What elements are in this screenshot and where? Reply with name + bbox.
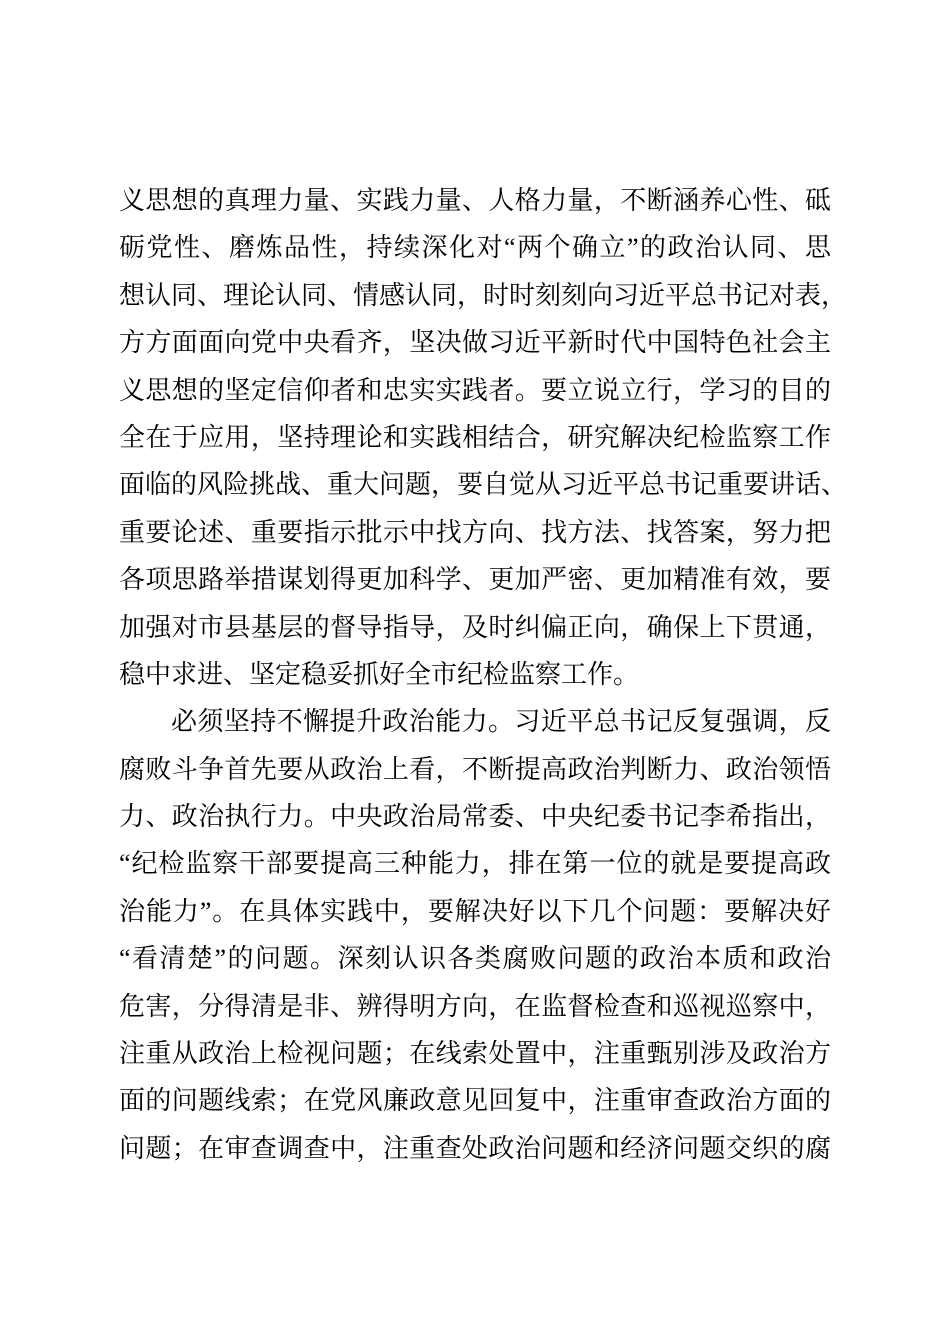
text-line: 义思想的真理力量、实践力量、人格力量，不断涵养心性、砥 [119, 186, 831, 215]
text-line: “纪检监察干部要提高三种能力，排在第一位的就是要提高政 [119, 849, 831, 879]
text-line: 力、政治执行力。中央政治局常委、中央纪委书记李希指出， [119, 802, 831, 832]
text-line: 想认同、理论认同、情感认同，时时刻刻向习近平总书记对表， [119, 280, 848, 310]
text-line: 重要论述、重要指示批示中找方向、找方法、找答案，努力把 [119, 517, 831, 547]
document-text-block [119, 177, 848, 1172]
text-line: 加强对市县基层的督导指导，及时纠偏正向，确保上下贯通， [119, 612, 831, 642]
text-line: 治能力”。在具体实践中，要解决好以下几个问题：要解决好 [119, 896, 831, 926]
text-line: 全在于应用，坚持理论和实践相结合，研究解决纪检监察工作 [119, 422, 831, 452]
text-line: 问题；在审查调查中，注重查处政治问题和经济问题交织的腐 [119, 1133, 831, 1163]
text-line: 危害，分得清是非、辨得明方向，在监督检查和巡视巡察中， [119, 991, 831, 1021]
text-line: 稳中求进、坚定稳妥抓好全市纪检监察工作。 [119, 659, 640, 689]
text-line: 必须坚持不懈提升政治能力。习近平总书记反复强调，反 [171, 707, 831, 737]
text-line: 义思想的坚定信仰者和忠实实践者。要立说立行，学习的目的 [119, 375, 831, 405]
text-line: 面的问题线索；在党风廉政意见回复中，注重审查政治方面的 [119, 1086, 831, 1116]
text-line: “看清楚”的问题。深刻认识各类腐败问题的政治本质和政治 [119, 944, 831, 974]
text-line: 各项思路举措谋划得更加科学、更加严密、更加精准有效，要 [119, 565, 831, 595]
text-line: 砺党性、磨炼品性，持续深化对“两个确立”的政治认同、思 [119, 233, 831, 263]
paragraph [119, 698, 831, 1172]
text-line: 方方面面向党中央看齐，坚决做习近平新时代中国特色社会主 [119, 328, 831, 358]
text-line: 面临的风险挑战、重大问题，要自觉从习近平总书记重要讲话、 [119, 470, 848, 500]
paragraph [119, 177, 848, 698]
text-line: 腐败斗争首先要从政治上看，不断提高政治判断力、政治领悟 [119, 754, 831, 784]
text-line: 注重从政治上检视问题；在线索处置中，注重甄别涉及政治方 [119, 1039, 831, 1069]
